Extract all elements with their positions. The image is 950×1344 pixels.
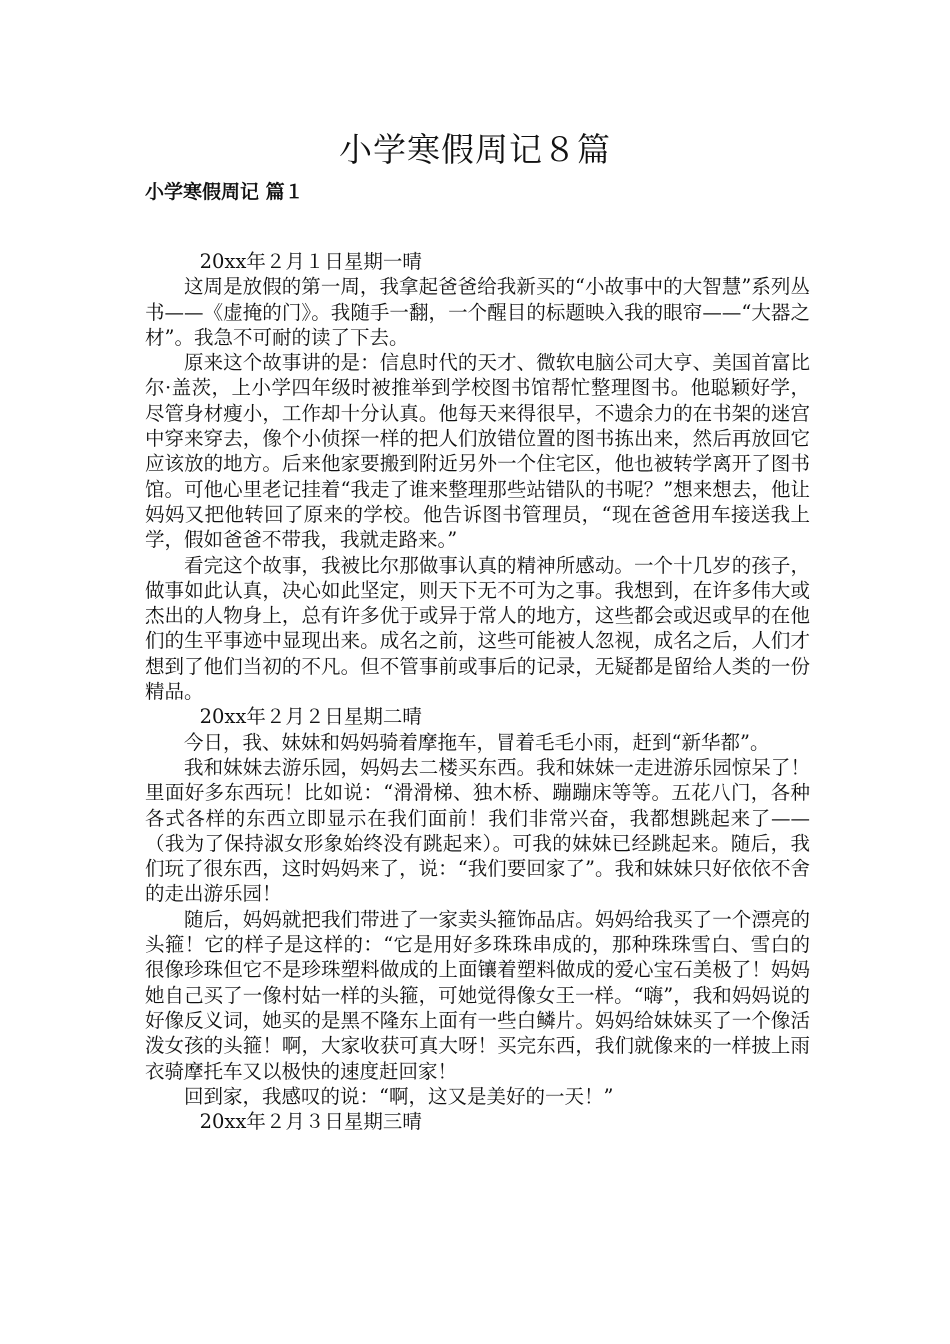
body-paragraph: 我和妹妹去游乐园，妈妈去二楼买东西。我和妹妹一走进游乐园惊呆了！里面好多东西玩！比如说：“滑滑梯、独木桥、蹦蹦床等等。五花八门，各种各式各样的东西立即显示在我们面前！我们非常兴奋，我都想跳起来了——（我为了保持淑女形象始终没有跳起来）。可我的妹妹已经跳起来。随后，我们玩了很东西，这时妈妈来了，说：“我们要回家了”。我和妹妹只好依依不舍的走出游乐园！: [145, 755, 810, 906]
diary-date-line: 20xx年２月２日星期二晴: [199, 705, 422, 729]
body-paragraph: 这周是放假的第一周，我拿起爸爸给我新买的“小故事中的大智慧”系列丛书——《虚掩的门》。我随手一翻，一个醒目的标题映入我的眼帘——“大器之材”。我急不可耐的读了下去。: [145, 275, 810, 349]
body-paragraph: 回到家，我感叹的说：“啊，这又是美好的一天！”: [184, 1084, 614, 1108]
body-paragraph: 原来这个故事讲的是：信息时代的天才、微软电脑公司大亨、美国首富比尔·盖茨，上小学四年级时被推举到学校图书馆帮忙整理图书。他聪颖好学，尽管身材瘦小，工作却十分认真。他每天来得很早，不遗余力的在书架的迷宫中穿来穿去，像个小侦探一样的把人们放错位置的图书拣出来，然后再放回它应该放的地方。后来他家要搬到附近另外一个住宅区，他也被转学离开了图书馆。可他心里老记挂着“我走了谁来整理那些站错队的书呢？”想来想去，他让妈妈又把他转回了原来的学校。他告诉图书管理员，“现在爸爸用车接送我上学，假如爸爸不带我，我就走路来。”: [145, 351, 810, 552]
body-paragraph: 随后，妈妈就把我们带进了一家卖头箍饰品店。妈妈给我买了一个漂亮的头箍！它的样子是这样的：“它是用好多珠珠串成的，那种珠珠雪白、雪白的很像珍珠但它不是珍珠塑料做成的上面镶着塑料做成的爱心宝石美极了！妈妈她自己买了一像村姑一样的头箍，可她觉得像女王一样。“嗨”，我和妈妈说的好像反义词，她买的是黑不隆东上面有一些白鳞片。妈妈给妹妹买了一个像活泼女孩的头箍！啊，大家收获可真大呀！买完东西，我们就像来的一样披上雨衣骑摩托车又以极快的速度赶回家！: [145, 907, 810, 1083]
body-paragraph: 看完这个故事，我被比尔那做事认真的精神所感动。一个十几岁的孩子，做事如此认真，决心如此坚定，则天下无不可为之事。我想到，在许多伟大或杰出的人物身上，总有许多优于或异于常人的地方，这些都会或迟或早的在他们的生平事迹中显现出来。成名之前，这些可能被人忽视，成名之后，人们才想到了他们当初的不凡。但不管事前或事后的记录，无疑都是留给人类的一份精品。: [145, 553, 810, 704]
diary-date-line: 20xx年２月３日星期三晴: [199, 1110, 422, 1134]
section-heading: 小学寒假周记 篇１: [145, 181, 304, 203]
document-title: 小学寒假周记８篇: [339, 130, 611, 169]
diary-date-line: 20xx年２月１日星期一晴: [199, 250, 422, 273]
body-paragraph: 今日，我、妹妹和妈妈骑着摩拖车，冒着毛毛小雨，赶到“新华都”。: [184, 730, 770, 754]
document-body: [145, 249, 810, 1134]
